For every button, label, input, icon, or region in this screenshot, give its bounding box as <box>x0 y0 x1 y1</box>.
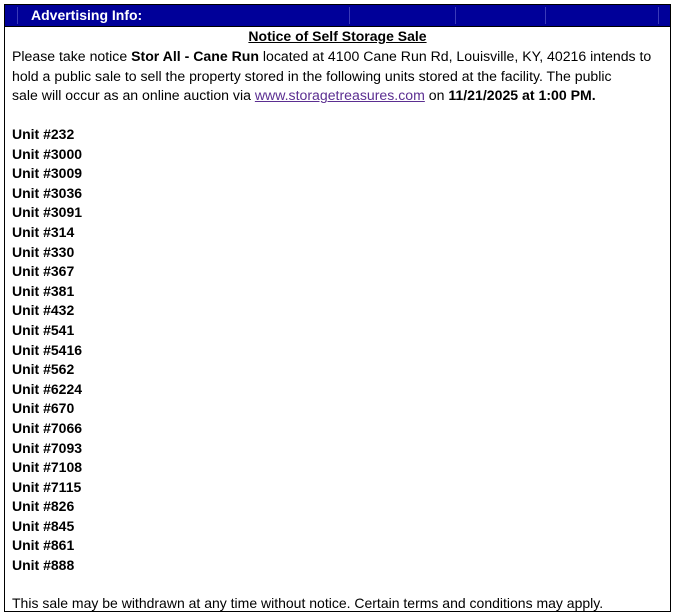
header-cell-divider <box>17 7 18 24</box>
intro-line-3 <box>12 86 667 106</box>
header-bar <box>5 5 670 27</box>
unit-item: Unit #7108 <box>12 459 83 476</box>
unit-item: Unit #562 <box>12 361 75 378</box>
facility-address: located at 4100 Cane Run Rd, Louisville, KY, 40216 intends to <box>258 48 652 64</box>
unit-item: Unit #7066 <box>12 419 83 436</box>
header-title: Advertising Info: <box>31 7 143 23</box>
header-cell-divider <box>658 7 659 24</box>
unit-item: Unit #3091 <box>12 204 83 221</box>
unit-item: Unit #861 <box>12 537 75 554</box>
intro-line-1 <box>12 47 667 67</box>
units-list <box>12 125 82 576</box>
unit-item: Unit #7093 <box>12 439 83 456</box>
header-cell-divider <box>455 7 456 24</box>
unit-item: Unit #541 <box>12 321 75 338</box>
intro-prefix: Please take notice <box>12 48 132 64</box>
unit-item: Unit #367 <box>12 263 75 280</box>
advertising-info-panel <box>4 4 671 612</box>
notice-intro <box>12 47 667 106</box>
unit-item: Unit #5416 <box>12 341 83 358</box>
notice-title: Notice of Self Storage Sale <box>248 28 427 44</box>
facility-name: Stor All - Cane Run <box>131 48 259 64</box>
auction-link[interactable]: www.storagetreasures.com <box>254 87 425 104</box>
auction-text: sale will occur as an online auction via <box>12 87 255 104</box>
unit-item: Unit #888 <box>12 557 75 574</box>
unit-item: Unit #845 <box>12 517 75 534</box>
unit-item: Unit #432 <box>12 302 75 319</box>
unit-item: Unit #314 <box>12 223 75 240</box>
unit-item: Unit #6224 <box>12 380 83 397</box>
unit-item: Unit #3009 <box>12 165 83 182</box>
sale-datetime: 11/21/2025 at 1:00 PM. <box>448 87 596 104</box>
unit-item: Unit #670 <box>12 400 75 417</box>
footer-disclaimer: This sale may be withdrawn at any time without notice. Certain terms and conditions may apply. <box>12 595 604 611</box>
unit-item: Unit #3000 <box>12 145 83 162</box>
date-connector: on <box>424 87 449 104</box>
unit-item: Unit #232 <box>12 126 75 142</box>
intro-line-2: hold a public sale to sell the property stored in the following units stored at the facility. The public <box>12 67 612 84</box>
unit-item: Unit #381 <box>12 282 75 299</box>
unit-item: Unit #330 <box>12 243 75 260</box>
unit-item: Unit #7115 <box>12 478 82 495</box>
unit-item: Unit #826 <box>12 498 75 515</box>
header-cell-divider <box>545 7 546 24</box>
header-cell-divider <box>349 7 350 24</box>
unit-item: Unit #3036 <box>12 184 83 201</box>
